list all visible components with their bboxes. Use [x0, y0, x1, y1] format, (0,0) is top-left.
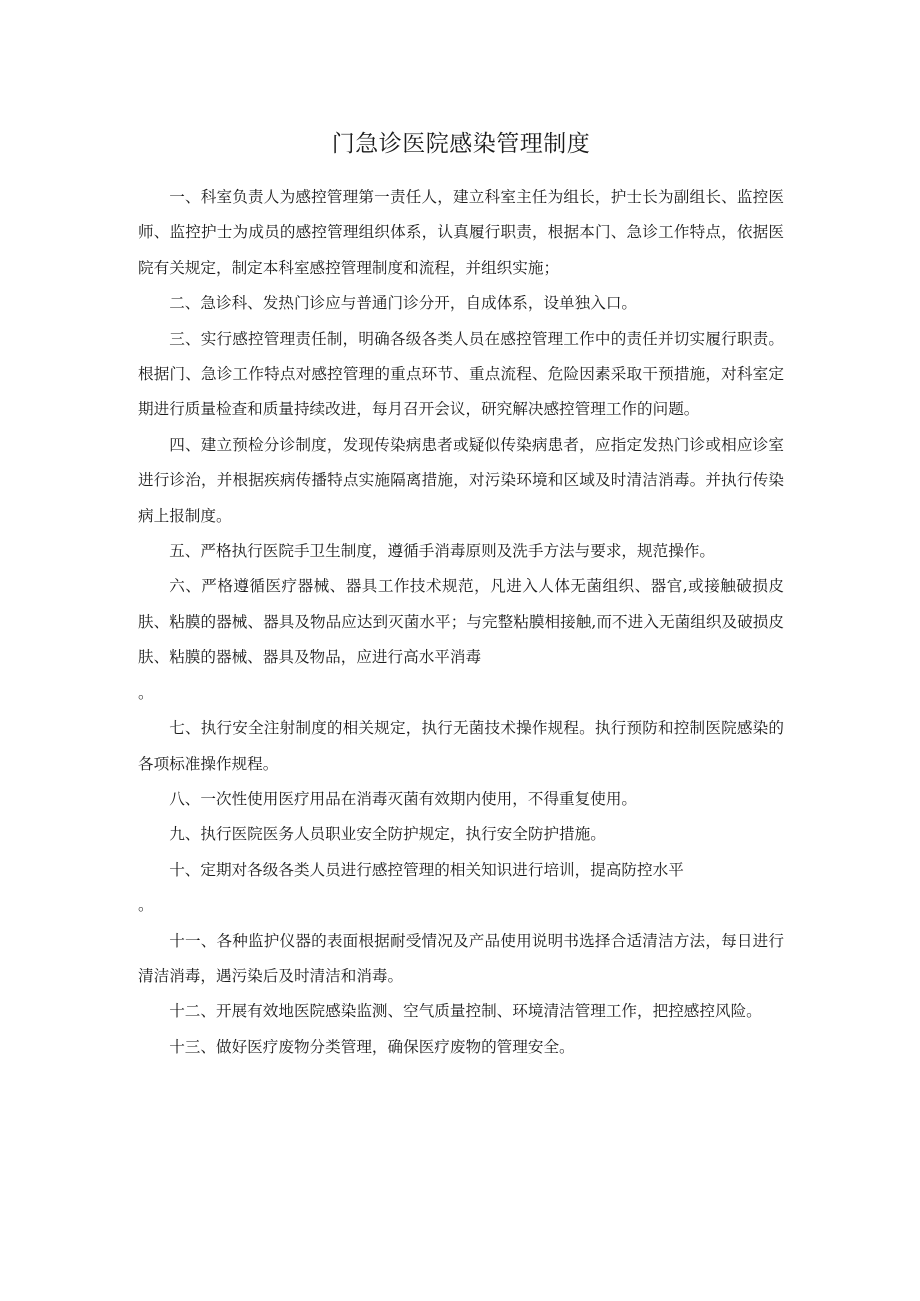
document-title: 门急诊医院感染管理制度: [331, 131, 591, 157]
rule-12: 十二、开展有效地医院感染监测、空气质量控制、环境清洁管理工作，把控感控风险。: [169, 1002, 762, 1021]
rule-7: 七、执行安全注射制度的相关规定，执行无菌技术操作规程。执行预防和控制医院感染的各项标准操作规程。: [138, 719, 784, 773]
rule-11: 十一、各种监护仪器的表面根据耐受情况及产品使用说明书选择合适清洁方法，每日进行清洁消毒，遇污染后及时清洁和消毒。: [138, 931, 784, 985]
rule-8: 八、一次性使用医疗用品在消毒灭菌有效期内使用，不得重复使用。: [169, 789, 638, 808]
rule-9: 九、执行医院医务人员职业安全防护规定，执行安全防护措施。: [169, 825, 606, 844]
rule-6: 六、严格遵循医疗器械、器具工作技术规范，凡进入人体无菌组织、器官,或接触破损皮肤、粘膜的器械、器具及物品应达到灭菌水平；与完整粘膜相接触,而不进入无菌组织及破损皮肤、粘膜的器械、器具及物品，应进行高水平消毒: [138, 577, 784, 667]
rule-6-trailing-period: 。: [138, 683, 154, 702]
rule-10-trailing-period: 。: [138, 896, 154, 915]
rule-1: 一、科室负责人为感控管理第一责任人，建立科室主任为组长，护士长为副组长、监控医师、监控护士为成员的感控管理组织体系，认真履行职责，根据本门、急诊工作特点，依据医院有关规定，制定本科室感控管理制度和流程，并组织实施；: [138, 188, 784, 277]
rule-5: 五、严格执行医院手卫生制度，遵循手消毒原则及洗手方法与要求，规范操作。: [169, 542, 715, 561]
rule-13: 十三、做好医疗废物分类管理，确保医疗废物的管理安全。: [169, 1037, 575, 1056]
rule-4: 四、建立预检分诊制度，发现传染病患者或疑似传染病患者，应指定发热门诊或相应诊室进行诊治，并根据疾病传播特点实施隔离措施，对污染环境和区域及时清洁消毒。并执行传染病上报制度。: [138, 435, 784, 525]
rule-10: 十、定期对各级各类人员进行感控管理的相关知识进行培训，提高防控水平: [169, 860, 684, 879]
rule-2: 二、急诊科、发热门诊应与普通门诊分开，自成体系，设单独入口。: [169, 294, 638, 313]
rule-3: 三、实行感控管理责任制，明确各级各类人员在感控管理工作中的责任并切实履行职责。根据门、急诊工作特点对感控管理的重点环节、重点流程、危险因素采取干预措施，对科室定期进行质量检查和质量持续改进，每月召开会议，研究解决感控管理工作的问题。: [138, 329, 784, 419]
document-page: [138, 128, 784, 1065]
